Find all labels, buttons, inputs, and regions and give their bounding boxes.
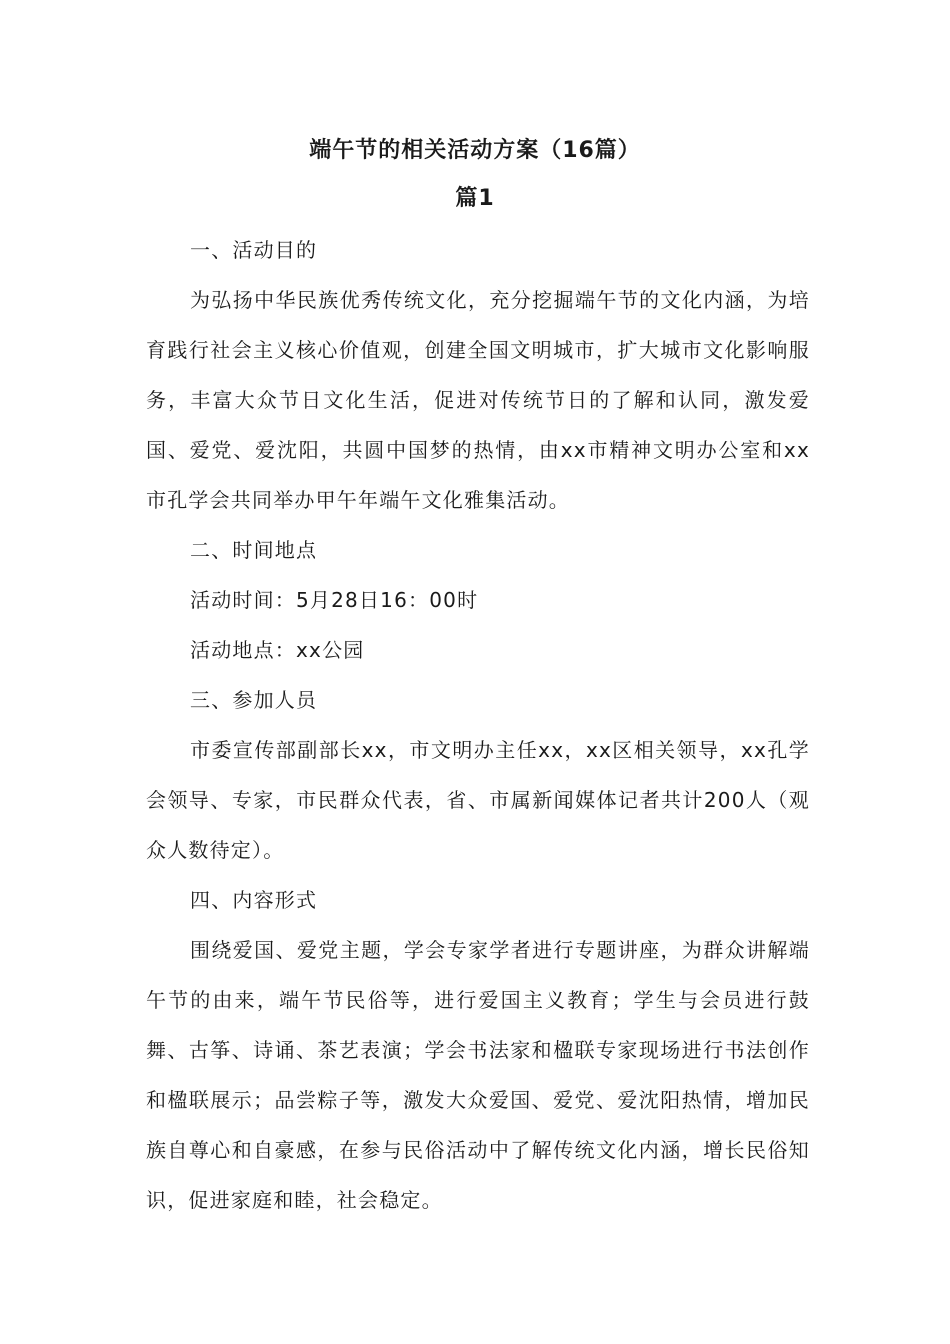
activity-place-line: 活动地点：xx公园 [190,638,365,662]
paragraph-participants: 市委宣传部副部长xx，市文明办主任xx，xx区相关领导，xx孔学会领导、专家，市民群众代表，省、市属新闻媒体记者共计200人（观众人数待定）。 [146,738,810,862]
section-title: 篇1 [455,186,495,211]
activity-time-line: 活动时间：5月28日16：00时 [190,588,479,612]
heading-time-place: 二、时间地点 [190,538,318,562]
heading-content-form: 四、内容形式 [190,888,318,912]
heading-activity-purpose: 一、活动目的 [190,238,318,262]
paragraph-content-form: 围绕爱国、爱党主题，学会专家学者进行专题讲座，为群众讲解端午节的由来，端午节民俗等，进行爱国主义教育；学生与会员进行鼓舞、古筝、诗诵、茶艺表演；学会书法家和楹联专家现场进行书法创作和楹联展示；品尝粽子等，激发大众爱国、爱党、爱沈阳热情，增加民族自尊心和自豪感，在参与民俗活动中了解传统文化内涵，增长民俗知识，促进家庭和睦，社会稳定。 [146,938,810,1212]
heading-participants: 三、参加人员 [190,688,318,712]
document-title: 端午节的相关活动方案（16篇） [309,138,641,163]
paragraph-activity-purpose: 为弘扬中华民族优秀传统文化，充分挖掘端午节的文化内涵，为培育践行社会主义核心价值观，创建全国文明城市，扩大城市文化影响服务，丰富大众节日文化生活，促进对传统节日的了解和认同，激发爱国、爱党、爱沈阳，共圆中国梦的热情，由xx市精神文明办公室和xx市孔学会共同举办甲午年端午文化雅集活动。 [146,288,810,512]
